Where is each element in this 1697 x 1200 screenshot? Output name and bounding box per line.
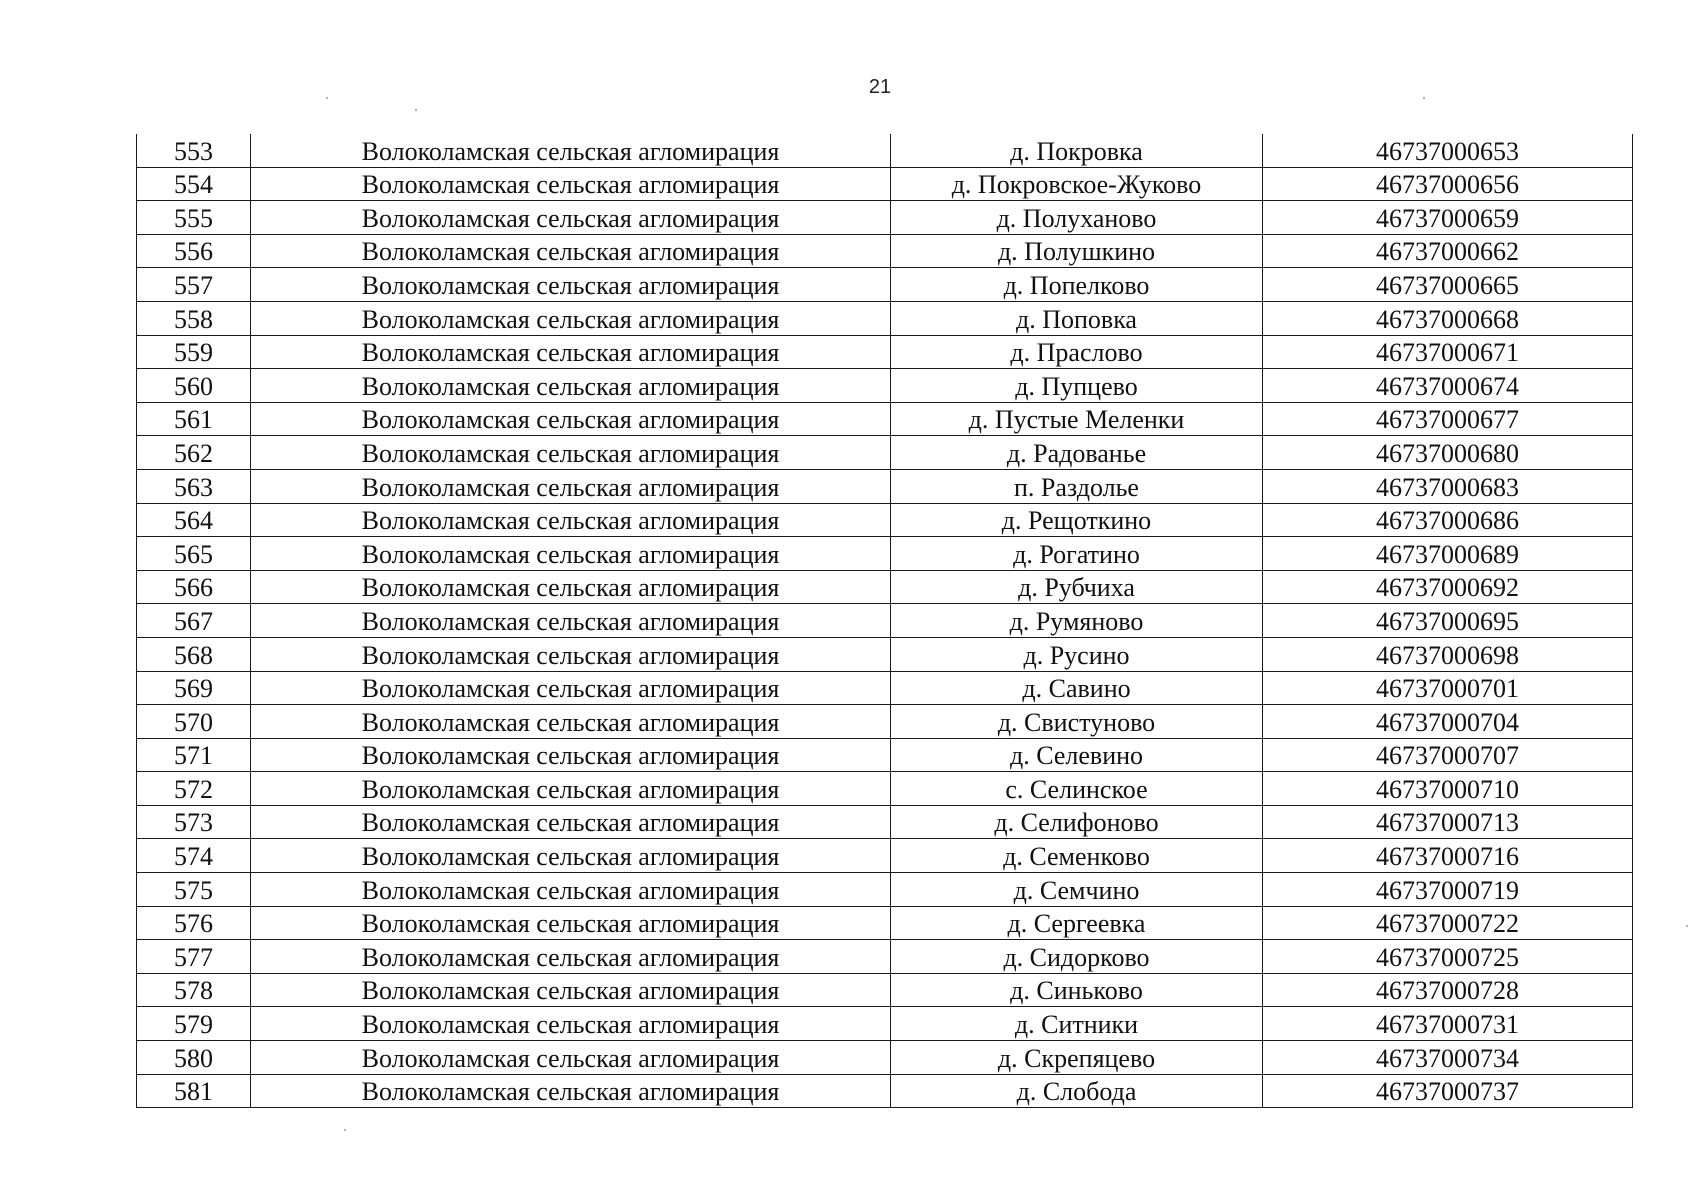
row-number-cell [137, 537, 251, 571]
table-row [137, 637, 1633, 671]
oktmo-code-text: 46737000662 [1376, 237, 1519, 267]
row-number-text: 566 [174, 573, 213, 603]
agglomeration-cell [251, 1074, 891, 1108]
oktmo-code-text: 46737000707 [1376, 741, 1519, 771]
row-number-text: 576 [174, 909, 213, 939]
agglomeration-cell [251, 268, 891, 302]
row-number-text: 570 [174, 707, 213, 737]
table-row [137, 705, 1633, 739]
row-number-text: 577 [174, 942, 213, 972]
row-number-text: 579 [174, 1010, 213, 1040]
row-number-text: 563 [174, 472, 213, 502]
agglomeration-cell [251, 637, 891, 671]
row-number-text: 580 [174, 1043, 213, 1073]
settlement-text: д. Рубчиха [1018, 573, 1135, 603]
agglomeration-cell [251, 301, 891, 335]
agglomeration-text: Волоколамская сельская агломирация [361, 1043, 780, 1073]
agglomeration-cell [251, 604, 891, 638]
oktmo-code-cell [1263, 436, 1633, 470]
row-number-text: 555 [174, 203, 213, 233]
agglomeration-text: Волоколамская сельская агломирация [361, 1010, 780, 1040]
oktmo-code-text: 46737000686 [1376, 506, 1519, 536]
row-number-text: 560 [174, 371, 213, 401]
oktmo-code-cell [1263, 301, 1633, 335]
row-number-cell [137, 1074, 251, 1108]
oktmo-code-text: 46737000728 [1376, 976, 1519, 1006]
row-number-cell [137, 973, 251, 1007]
page-number: 21 [868, 76, 892, 98]
table-row [137, 738, 1633, 772]
table-row [137, 839, 1633, 873]
agglomeration-cell [251, 805, 891, 839]
row-number-cell [137, 369, 251, 403]
oktmo-code-cell [1263, 268, 1633, 302]
settlement-cell [891, 637, 1263, 671]
settlement-cell [891, 873, 1263, 907]
row-number-text: 559 [174, 338, 213, 368]
oktmo-code-text: 46737000683 [1376, 472, 1519, 502]
row-number-cell [137, 604, 251, 638]
agglomeration-text: Волоколамская сельская агломирация [361, 741, 780, 771]
oktmo-code-text: 46737000734 [1376, 1043, 1519, 1073]
row-number-text: 573 [174, 808, 213, 838]
settlement-cell [891, 134, 1263, 167]
settlement-cell [891, 234, 1263, 268]
table-row [137, 906, 1633, 940]
oktmo-code-text: 46737000722 [1376, 909, 1519, 939]
oktmo-code-text: 46737000656 [1376, 170, 1519, 200]
row-number-text: 569 [174, 674, 213, 704]
oktmo-code-cell [1263, 402, 1633, 436]
row-number-text: 568 [174, 640, 213, 670]
settlement-cell [891, 469, 1263, 503]
agglomeration-cell [251, 1007, 891, 1041]
row-number-cell [137, 1007, 251, 1041]
row-number-text: 578 [174, 976, 213, 1006]
oktmo-code-cell [1263, 335, 1633, 369]
row-number-text: 574 [174, 842, 213, 872]
agglomeration-cell [251, 570, 891, 604]
settlement-text: д. Покровское-Жуково [951, 170, 1202, 200]
agglomeration-text: Волоколамская сельская агломирация [361, 573, 780, 603]
settlement-cell [891, 335, 1263, 369]
agglomeration-cell [251, 369, 891, 403]
agglomeration-cell [251, 503, 891, 537]
row-number-cell [137, 268, 251, 302]
table-row [137, 973, 1633, 1007]
oktmo-code-cell [1263, 839, 1633, 873]
oktmo-code-text: 46737000731 [1376, 1010, 1519, 1040]
agglomeration-cell [251, 940, 891, 974]
oktmo-code-text: 46737000737 [1376, 1077, 1519, 1107]
scan-speck [326, 97, 328, 99]
row-number-cell [137, 301, 251, 335]
oktmo-code-cell [1263, 772, 1633, 806]
row-number-cell [137, 167, 251, 201]
oktmo-code-cell [1263, 234, 1633, 268]
table-row [137, 369, 1633, 403]
oktmo-code-cell [1263, 503, 1633, 537]
row-number-cell [137, 873, 251, 907]
settlement-text: д. Покровка [1010, 136, 1143, 166]
agglomeration-text: Волоколамская сельская агломирация [361, 405, 780, 435]
row-number-text: 571 [174, 741, 213, 771]
oktmo-code-cell [1263, 1007, 1633, 1041]
row-number-text: 575 [174, 875, 213, 905]
oktmo-code-cell [1263, 873, 1633, 907]
settlement-text: д. Радованье [1006, 438, 1147, 468]
row-number-cell [137, 335, 251, 369]
table-row [137, 201, 1633, 235]
row-number-cell [137, 738, 251, 772]
scan-speck [1423, 97, 1425, 99]
oktmo-code-cell [1263, 906, 1633, 940]
agglomeration-cell [251, 335, 891, 369]
oktmo-code-cell [1263, 705, 1633, 739]
settlement-cell [891, 772, 1263, 806]
agglomeration-cell [251, 772, 891, 806]
settlement-text: д. Слобода [1016, 1077, 1137, 1107]
settlement-text: д. Полушкино [997, 237, 1156, 267]
settlement-text: д. Пупцево [1015, 371, 1138, 401]
row-number-cell [137, 940, 251, 974]
settlement-text: п. Раздолье [1014, 472, 1139, 502]
row-number-cell [137, 637, 251, 671]
table-row [137, 301, 1633, 335]
agglomeration-text: Волоколамская сельская агломирация [361, 1077, 780, 1107]
oktmo-code-text: 46737000695 [1376, 606, 1519, 636]
settlement-cell [891, 503, 1263, 537]
table-row [137, 167, 1633, 201]
oktmo-code-text: 46737000674 [1376, 371, 1519, 401]
oktmo-code-cell [1263, 537, 1633, 571]
settlement-text: д. Селевино [1009, 741, 1144, 771]
agglomeration-cell [251, 201, 891, 235]
scan-speck [1686, 925, 1688, 927]
settlement-cell [891, 201, 1263, 235]
agglomeration-text: Волоколамская сельская агломирация [361, 942, 780, 972]
settlement-cell [891, 1074, 1263, 1108]
agglomeration-text: Волоколамская сельская агломирация [361, 136, 780, 166]
row-number-text: 572 [174, 774, 213, 804]
oktmo-code-text: 46737000665 [1376, 270, 1519, 300]
table-row [137, 772, 1633, 806]
agglomeration-text: Волоколамская сельская агломирация [361, 438, 780, 468]
agglomeration-text: Волоколамская сельская агломирация [361, 640, 780, 670]
table-row [137, 469, 1633, 503]
settlement-text: д. Синьково [1010, 976, 1143, 1006]
row-number-text: 553 [174, 136, 213, 166]
agglomeration-text: Волоколамская сельская агломирация [361, 203, 780, 233]
oktmo-code-text: 46737000713 [1376, 808, 1519, 838]
settlement-text: д. Семчино [1013, 875, 1140, 905]
agglomeration-text: Волоколамская сельская агломирация [361, 909, 780, 939]
scan-speck [344, 1129, 346, 1131]
row-number-cell [137, 570, 251, 604]
oktmo-code-cell [1263, 469, 1633, 503]
row-number-cell [137, 805, 251, 839]
settlement-cell [891, 906, 1263, 940]
row-number-cell [137, 201, 251, 235]
agglomeration-text: Волоколамская сельская агломирация [361, 774, 780, 804]
oktmo-code-text: 46737000671 [1376, 338, 1519, 368]
settlement-text: д. Русино [1023, 640, 1130, 670]
settlement-text: д. Поповка [1016, 304, 1137, 334]
settlement-cell [891, 570, 1263, 604]
row-number-cell [137, 671, 251, 705]
settlement-text: д. Полуханово [996, 203, 1157, 233]
table-body [137, 134, 1633, 1108]
agglomeration-text: Волоколамская сельская агломирация [361, 237, 780, 267]
table-row [137, 268, 1633, 302]
oktmo-code-text: 46737000692 [1376, 573, 1519, 603]
settlement-text: д. Ситники [1014, 1010, 1139, 1040]
settlement-cell [891, 705, 1263, 739]
oktmo-code-cell [1263, 201, 1633, 235]
row-number-cell [137, 772, 251, 806]
agglomeration-cell [251, 234, 891, 268]
agglomeration-cell [251, 671, 891, 705]
oktmo-code-cell [1263, 738, 1633, 772]
settlement-cell [891, 671, 1263, 705]
row-number-cell [137, 436, 251, 470]
row-number-text: 561 [174, 405, 213, 435]
table-row [137, 805, 1633, 839]
row-number-cell [137, 906, 251, 940]
table-row [137, 1041, 1633, 1075]
agglomeration-text: Волоколамская сельская агломирация [361, 842, 780, 872]
table-row [137, 134, 1633, 167]
table-row [137, 503, 1633, 537]
settlement-text: д. Свистуново [997, 707, 1156, 737]
oktmo-code-text: 46737000680 [1376, 438, 1519, 468]
agglomeration-text: Волоколамская сельская агломирация [361, 304, 780, 334]
oktmo-code-text: 46737000677 [1376, 405, 1519, 435]
oktmo-code-text: 46737000719 [1376, 875, 1519, 905]
agglomeration-text: Волоколамская сельская агломирация [361, 506, 780, 536]
row-number-cell [137, 503, 251, 537]
settlement-text: с. Селинское [1005, 774, 1148, 804]
table-row [137, 873, 1633, 907]
oktmo-code-text: 46737000725 [1376, 942, 1519, 972]
settlement-cell [891, 805, 1263, 839]
oktmo-code-text: 46737000704 [1376, 707, 1519, 737]
settlement-text: д. Скрепяцево [997, 1043, 1156, 1073]
settlement-cell [891, 369, 1263, 403]
agglomeration-cell [251, 469, 891, 503]
settlement-text: д. Селифоново [994, 808, 1159, 838]
agglomeration-text: Волоколамская сельская агломирация [361, 472, 780, 502]
oktmo-code-text: 46737000653 [1376, 136, 1519, 166]
table-row [137, 537, 1633, 571]
row-number-text: 581 [174, 1077, 213, 1107]
row-number-cell [137, 134, 251, 167]
oktmo-code-cell [1263, 973, 1633, 1007]
oktmo-code-text: 46737000701 [1376, 674, 1519, 704]
row-number-cell [137, 402, 251, 436]
row-number-text: 562 [174, 438, 213, 468]
settlement-text: д. Пустые Меленки [968, 405, 1185, 435]
row-number-text: 557 [174, 270, 213, 300]
table-row [137, 234, 1633, 268]
oktmo-code-cell [1263, 570, 1633, 604]
oktmo-code-cell [1263, 805, 1633, 839]
row-number-cell [137, 705, 251, 739]
table-row [137, 671, 1633, 705]
agglomeration-cell [251, 906, 891, 940]
agglomeration-cell [251, 839, 891, 873]
settlement-text: д. Сергеевка [1007, 909, 1146, 939]
agglomeration-text: Волоколамская сельская агломирация [361, 606, 780, 636]
agglomeration-cell [251, 402, 891, 436]
settlement-cell [891, 301, 1263, 335]
settlement-cell [891, 973, 1263, 1007]
agglomeration-cell [251, 705, 891, 739]
table-row [137, 335, 1633, 369]
agglomeration-text: Волоколамская сельская агломирация [361, 170, 780, 200]
row-number-text: 554 [174, 170, 213, 200]
settlement-text: д. Рещоткино [1001, 506, 1152, 536]
agglomeration-text: Волоколамская сельская агломирация [361, 875, 780, 905]
row-number-cell [137, 234, 251, 268]
agglomeration-cell [251, 134, 891, 167]
agglomeration-cell [251, 1041, 891, 1075]
agglomeration-text: Волоколамская сельская агломирация [361, 338, 780, 368]
settlement-cell [891, 402, 1263, 436]
agglomeration-text: Волоколамская сельская агломирация [361, 371, 780, 401]
settlement-text: д. Рогатино [1013, 539, 1140, 569]
table-row [137, 436, 1633, 470]
settlement-cell [891, 436, 1263, 470]
agglomeration-text: Волоколамская сельская агломирация [361, 808, 780, 838]
settlement-cell [891, 1041, 1263, 1075]
agglomeration-cell [251, 738, 891, 772]
row-number-text: 556 [174, 237, 213, 267]
oktmo-code-cell [1263, 940, 1633, 974]
oktmo-code-text: 46737000710 [1376, 774, 1519, 804]
table-row [137, 940, 1633, 974]
oktmo-code-cell [1263, 1074, 1633, 1108]
oktmo-code-text: 46737000668 [1376, 304, 1519, 334]
oktmo-code-text: 46737000698 [1376, 640, 1519, 670]
table-row [137, 570, 1633, 604]
row-number-text: 565 [174, 539, 213, 569]
settlement-text: д. Праслово [1010, 338, 1143, 368]
row-number-cell [137, 839, 251, 873]
table-row [137, 1074, 1633, 1108]
settlement-text: д. Семенково [1003, 842, 1150, 872]
settlement-text: д. Попелково [1003, 270, 1150, 300]
table-row [137, 1007, 1633, 1041]
settlements-table [136, 134, 1633, 1108]
oktmo-code-text: 46737000689 [1376, 539, 1519, 569]
oktmo-code-cell [1263, 369, 1633, 403]
settlement-cell [891, 839, 1263, 873]
agglomeration-text: Волоколамская сельская агломирация [361, 674, 780, 704]
table-row [137, 604, 1633, 638]
oktmo-code-cell [1263, 604, 1633, 638]
row-number-text: 558 [174, 304, 213, 334]
row-number-cell [137, 1041, 251, 1075]
oktmo-code-cell [1263, 134, 1633, 167]
agglomeration-cell [251, 973, 891, 1007]
row-number-cell [137, 469, 251, 503]
oktmo-code-cell [1263, 637, 1633, 671]
settlement-text: д. Румяново [1009, 606, 1144, 636]
agglomeration-cell [251, 167, 891, 201]
settlement-cell [891, 940, 1263, 974]
agglomeration-text: Волоколамская сельская агломирация [361, 976, 780, 1006]
agglomeration-text: Волоколамская сельская агломирация [361, 270, 780, 300]
oktmo-code-cell [1263, 671, 1633, 705]
oktmo-code-cell [1263, 167, 1633, 201]
oktmo-code-cell [1263, 1041, 1633, 1075]
settlement-cell [891, 1007, 1263, 1041]
scan-speck [415, 109, 417, 111]
settlement-text: д. Савино [1022, 674, 1131, 704]
row-number-text: 567 [174, 606, 213, 636]
settlement-cell [891, 604, 1263, 638]
oktmo-code-text: 46737000716 [1376, 842, 1519, 872]
settlement-text: д. Сидорково [1003, 942, 1150, 972]
settlement-cell [891, 268, 1263, 302]
agglomeration-text: Волоколамская сельская агломирация [361, 539, 780, 569]
agglomeration-cell [251, 537, 891, 571]
settlement-cell [891, 167, 1263, 201]
row-number-text: 564 [174, 506, 213, 536]
settlement-cell [891, 738, 1263, 772]
agglomeration-text: Волоколамская сельская агломирация [361, 707, 780, 737]
agglomeration-cell [251, 436, 891, 470]
settlement-cell [891, 537, 1263, 571]
table-row [137, 402, 1633, 436]
oktmo-code-text: 46737000659 [1376, 203, 1519, 233]
agglomeration-cell [251, 873, 891, 907]
